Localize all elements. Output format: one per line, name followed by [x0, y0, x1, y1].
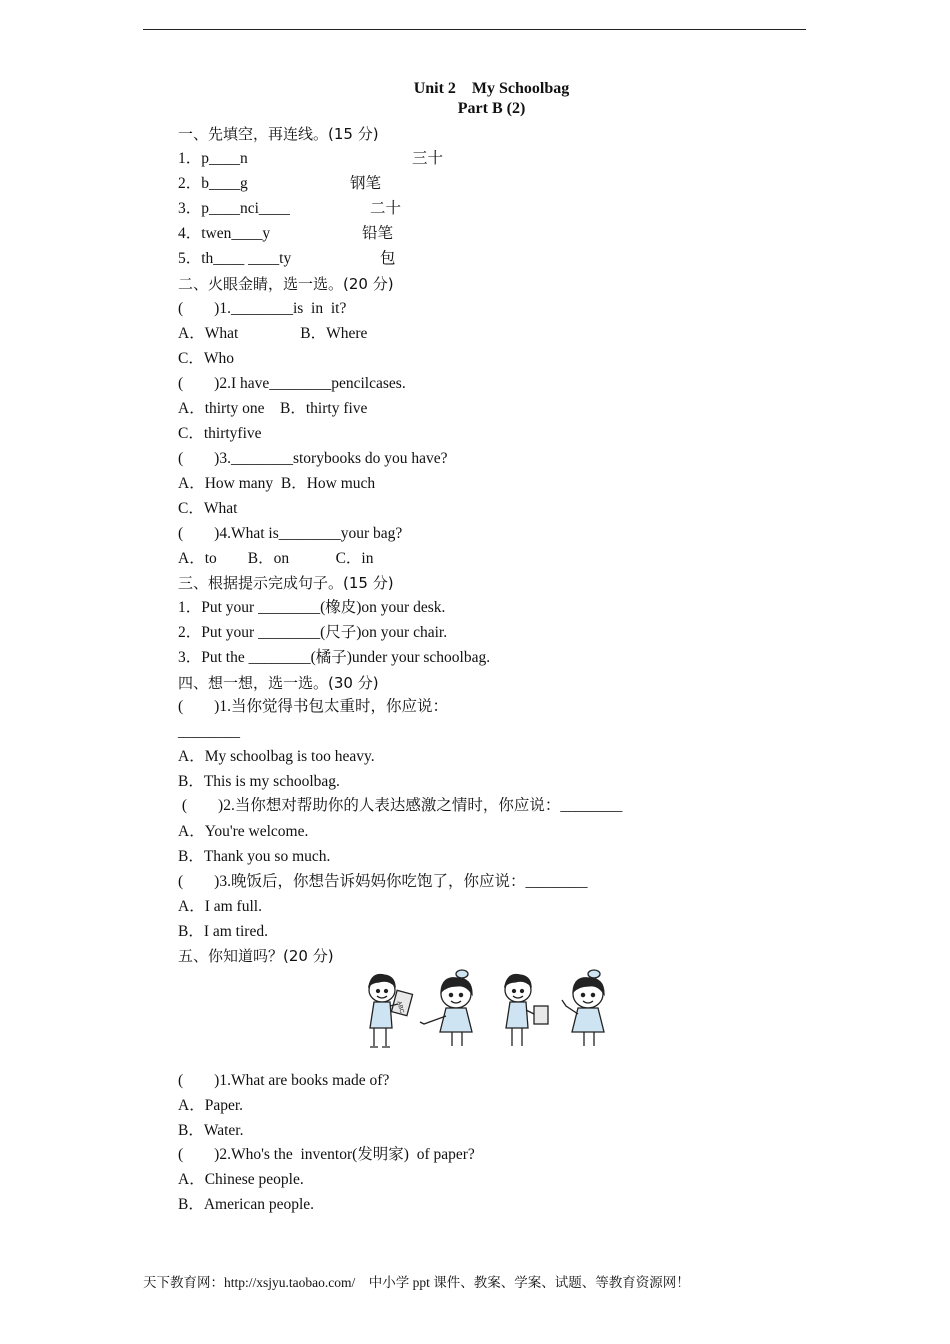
match-word-5: 包 [380, 250, 396, 267]
girl-thinking-figure [562, 970, 604, 1046]
s4-q3-option-a: A．I am full. [178, 898, 262, 915]
s4-q1-option-b: B．This is my schoolbag. [178, 773, 340, 790]
match-word-3: 二十 [370, 200, 402, 217]
top-rule [143, 29, 806, 30]
boy-with-cup-figure [505, 974, 548, 1046]
section5-heading: 五、你知道吗？(20 分) [178, 947, 334, 965]
s2-q2-option-c: C．thirtyfive [178, 425, 262, 442]
fill-item-5: 5．th____ ____ty [178, 250, 292, 267]
page-title: Unit 2 My Schoolbag [413, 80, 570, 97]
s4-q2-option-b: B．Thank you so much. [178, 848, 331, 865]
page-footer: 天下教育网：http://xsjyu.taobao.com/ 中小学 ppt 课件、教案、学案、试题、等教育资源网！ [143, 1275, 690, 1290]
s2-q3-option-c: C．What [178, 500, 238, 517]
match-word-2: 钢笔 [350, 175, 382, 192]
boy-with-book-figure [369, 974, 413, 1047]
s5-q1-option-b: B．Water. [178, 1122, 244, 1139]
s2-q4-options: A．to B．on C．in [178, 550, 374, 567]
section4-heading: 四、想一想，选一选。(30 分) [178, 674, 379, 692]
s2-q1-option-c: C．Who [178, 350, 234, 367]
s2-question-2: ( )2.I have________pencilcases. [178, 375, 406, 392]
match-word-4: 铅笔 [362, 225, 394, 242]
s4-question-1: ( )1.当你觉得书包太重时，你应说： [178, 698, 448, 715]
s5-question-1: ( )1.What are books made of? [178, 1072, 390, 1089]
s4-q2-option-a: A．You're welcome. [178, 823, 309, 840]
s4-question-2: ( )2.当你想对帮助你的人表达感激之情时，你应说：________ [178, 797, 623, 814]
s2-q2-options-ab: A．thirty one B．thirty five [178, 400, 368, 417]
s5-question-2: ( )2.Who's the inventor(发明家) of paper? [178, 1146, 475, 1163]
s5-q1-option-a: A．Paper. [178, 1097, 244, 1114]
page-subtitle: Part B (2) [457, 100, 526, 117]
s5-q2-option-a: A．Chinese people. [178, 1171, 304, 1188]
book-label: ABC [395, 1000, 405, 1015]
s4-question-3: ( )3.晚饭后，你想告诉妈妈你吃饱了，你应说：________ [178, 873, 588, 890]
s4-q1-blank: ________ [178, 723, 240, 740]
fill-item-2: 2．b____g [178, 175, 248, 192]
fill-item-3: 3．p____nci____ [178, 200, 290, 217]
s3-sentence-3: 3．Put the ________(橘子)under your schoolbag. [178, 649, 491, 666]
s4-q1-option-a: A．My schoolbag is too heavy. [178, 748, 375, 765]
match-word-1: 三十 [412, 150, 444, 167]
s5-q2-option-b: B．American people. [178, 1196, 315, 1213]
s2-question-1: ( )1.________is in it? [178, 300, 347, 317]
section2-heading: 二、火眼金睛，选一选。(20 分) [178, 275, 394, 293]
girl-pointing-figure [420, 970, 472, 1046]
cartoon-children-illustration [362, 966, 620, 1050]
section3-heading: 三、根据提示完成句子。(15 分) [178, 574, 394, 592]
s2-question-4: ( )4.What is________your bag? [178, 525, 403, 542]
s3-sentence-2: 2．Put your ________(尺子)on your chair. [178, 624, 448, 641]
s2-q3-options-ab: A．How many B．How much [178, 475, 376, 492]
section1-heading: 一、先填空，再连线。(15 分) [178, 125, 379, 143]
s2-question-3: ( )3.________storybooks do you have? [178, 450, 448, 467]
s2-q1-options-ab: A．What B．Where [178, 325, 368, 342]
fill-item-4: 4．twen____y [178, 225, 271, 242]
s4-q3-option-b: B．I am tired. [178, 923, 268, 940]
fill-item-1: 1．p____n [178, 150, 248, 167]
s3-sentence-1: 1．Put your ________(橡皮)on your desk. [178, 599, 446, 616]
